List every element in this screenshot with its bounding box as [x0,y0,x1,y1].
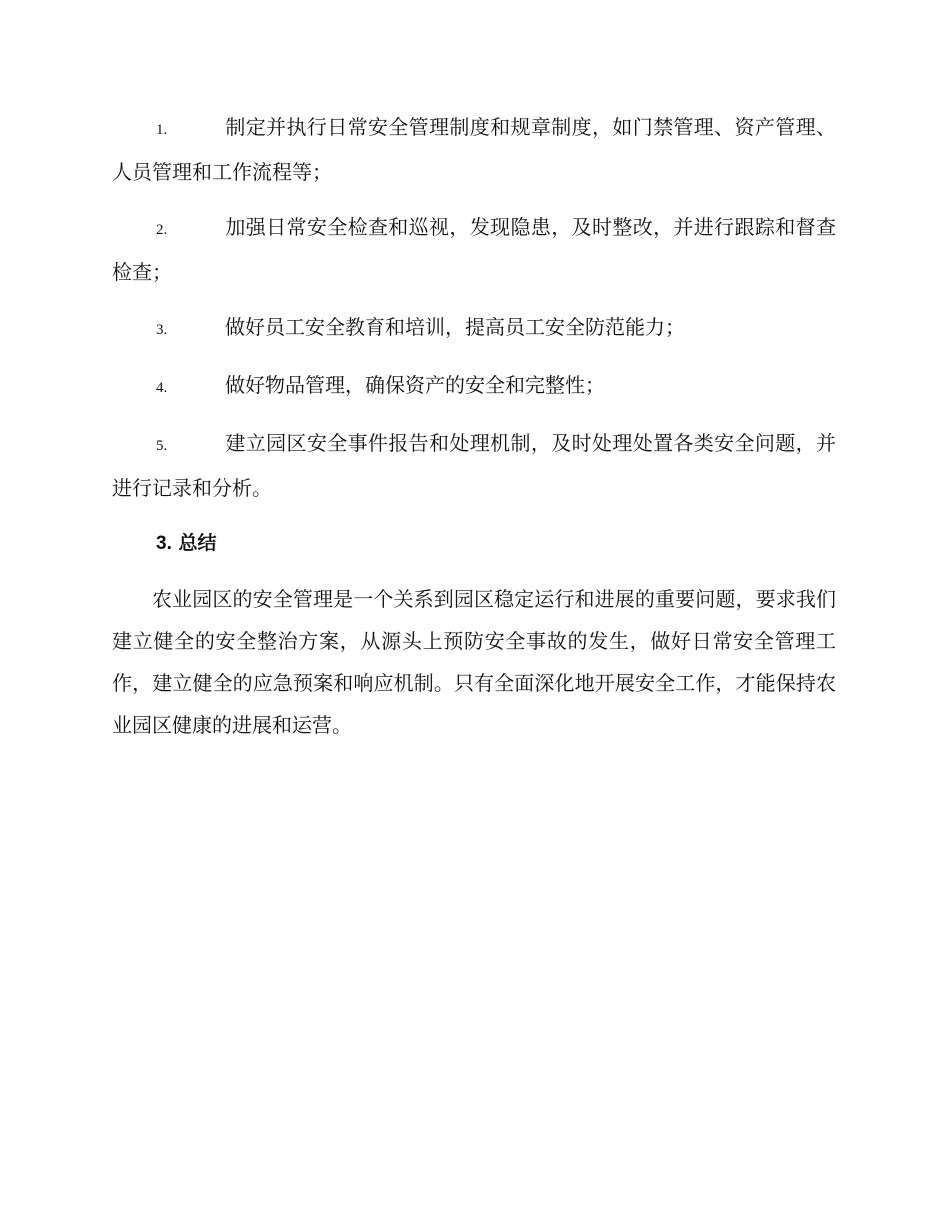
list-item [112,106,836,193]
summary-paragraph: 农业园区的安全管理是一个关系到园区稳定运行和进展的重要问题，要求我们建立健全的安全整治方案，从源头上预防安全事故的发生，做好日常安全管理工作，建立健全的应急预案和响应机制。只有全面深化地开展安全工作，才能保持农业园区健康的进展和运营。 [112,587,836,737]
list-text: 制定并执行日常安全管理制度和规章制度，如门禁管理、资产管理、人员管理和工作流程等； [112,115,836,184]
list-item [112,422,836,509]
list-text: 做好物品管理，确保资产的安全和完整性； [225,373,605,397]
section-heading [112,522,836,565]
list-number: 3. [156,322,168,338]
list-number: 4. [156,380,168,396]
document-page [112,106,836,746]
list-item [112,206,836,293]
list-text: 建立园区安全事件报告和处理机制，及时处理处置各类安全问题，并进行记录和分析。 [112,431,836,500]
list-item [112,306,836,351]
section-number: 3. [156,533,172,554]
list-number: 2. [156,222,168,238]
section-title: 总结 [178,532,217,554]
list-number: 1. [156,122,168,138]
list-item [112,364,836,409]
list-number: 5. [156,438,168,454]
list-text: 做好员工安全教育和培训，提高员工安全防范能力； [225,315,685,339]
list-text: 加强日常安全检查和巡视，发现隐患，及时整改，并进行跟踪和督查检查； [112,215,836,284]
